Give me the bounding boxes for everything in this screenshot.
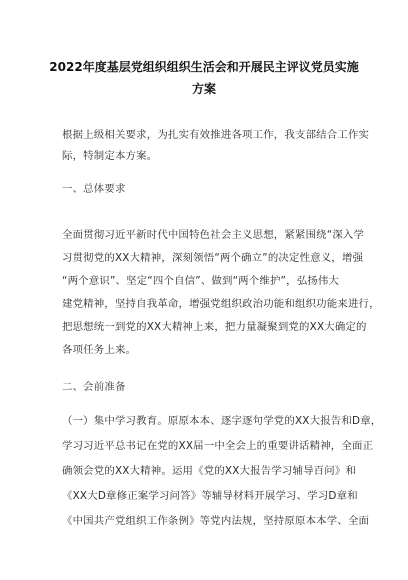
section2-line: （一）集中学习教育。原原本本、逐字逐句学党的XX大报告和D章， bbox=[62, 415, 382, 427]
section1-line: 各项任务上来。 bbox=[62, 344, 137, 356]
section1-line: 把思想统一到党的XX大精神上来，把力量凝聚到党的XX大确定的 bbox=[62, 321, 367, 333]
intro-line: 根据上级相关要求，为扎实有效推进各项工作，我支部结合工作实 bbox=[62, 129, 370, 141]
section-heading-general-requirements: 一、总体要求 bbox=[62, 183, 126, 195]
document-title-line-1: 2022年度基层党组织组织生活会和开展民主评议党员实施 bbox=[49, 60, 359, 74]
section2-line: 《中国共产党组织工作条例》等党内法规，坚持原原本本学、全面 bbox=[62, 515, 370, 527]
section1-line: “两个意识”、坚定“四个自信”、做到“两个维护”，弘扬伟大 bbox=[62, 275, 340, 287]
section1-line: 建党精神，坚持自我革命，增强党组织政治功能和组织功能来进行， bbox=[62, 298, 380, 310]
section1-line: 全面贯彻习近平新时代中国特色社会主义思想，紧紧围绕“深入学 bbox=[62, 229, 365, 241]
document-title-line-2: 方案 bbox=[191, 82, 216, 96]
section1-line: 习贯彻党的XX大精神，深刻领悟“两个确立”的决定性意义，增强 bbox=[62, 252, 364, 264]
intro-line: 际，特制定本方案。 bbox=[62, 150, 158, 162]
section2-line: 《XX大D章修正案学习问答》等辅导材料开展学习、学习D章和 bbox=[62, 490, 358, 502]
section-heading-preparation: 二、会前准备 bbox=[62, 381, 126, 393]
section2-line: 确领会党的XX大精神。运用《党的XX大报告学习辅导百问》和 bbox=[62, 465, 357, 477]
section2-line: 学习习近平总书记在党的XX届一中全会上的重要讲话精神，全面正 bbox=[62, 440, 374, 452]
